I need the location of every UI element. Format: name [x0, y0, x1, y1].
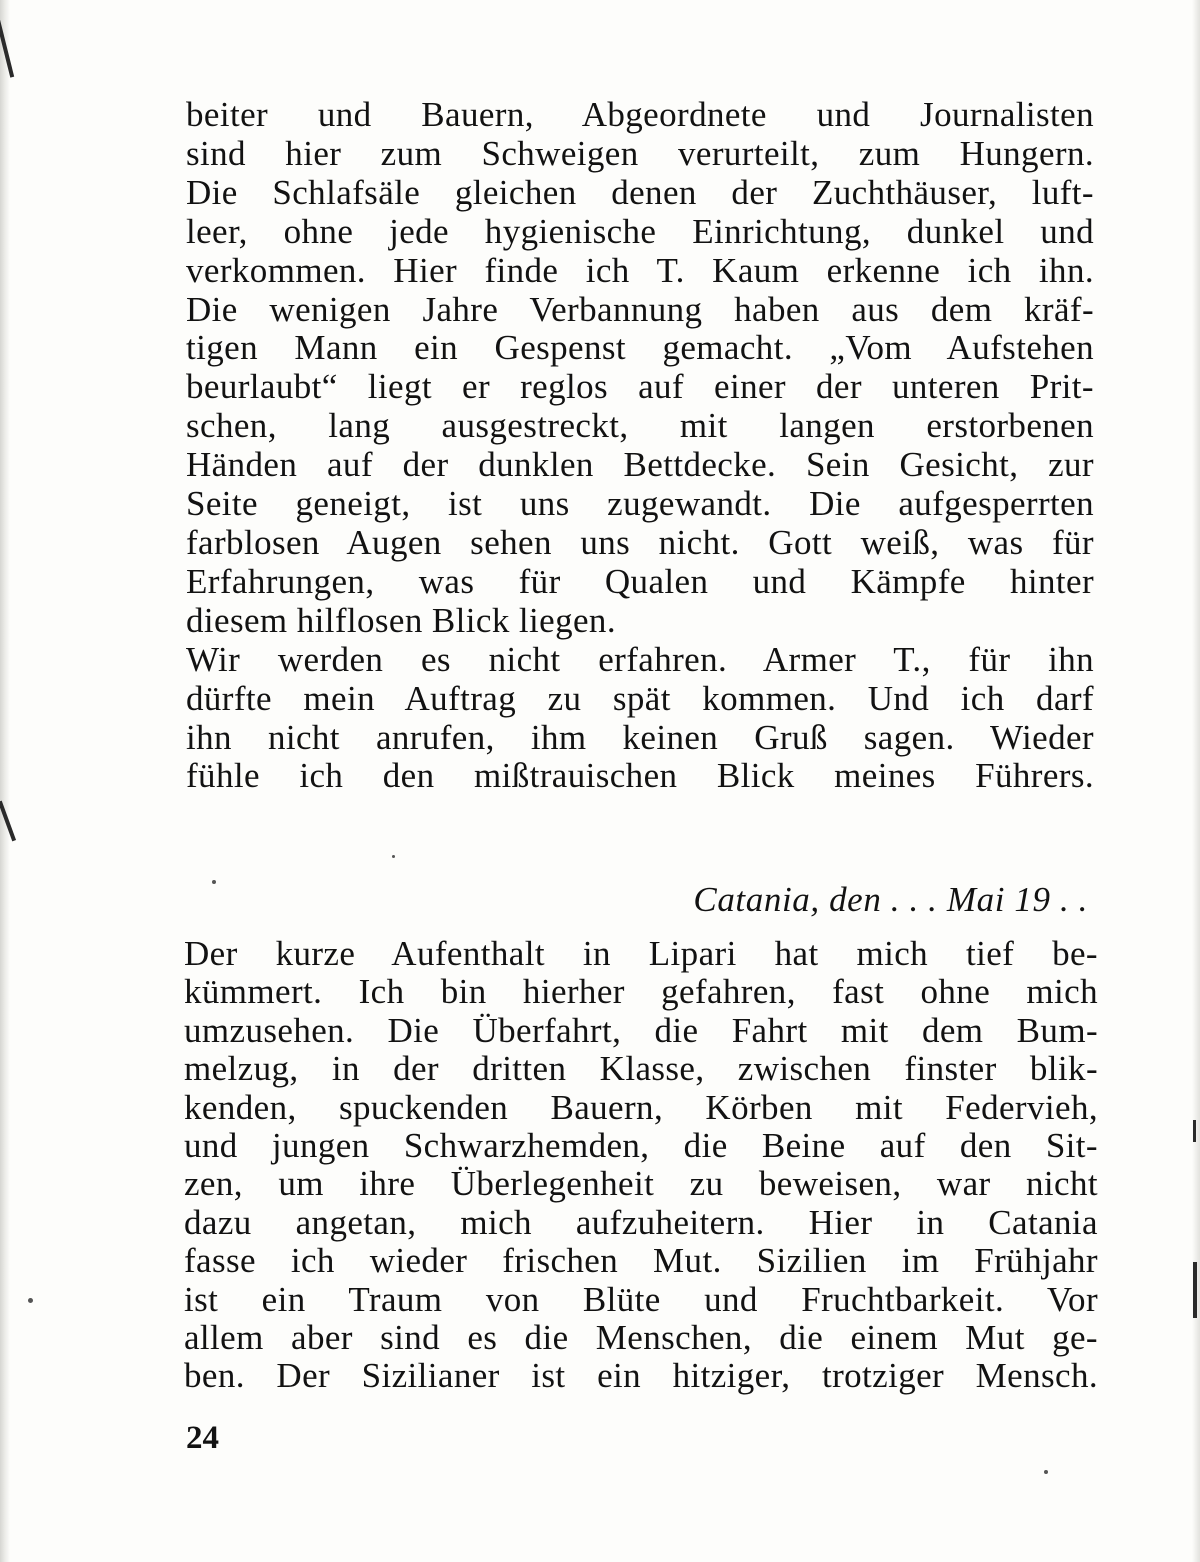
text-line: beurlaubt“ liegt er reglos auf einer der unteren Prit- [186, 367, 1094, 407]
text-line: ben. Der Sizilianer ist ein hitziger, trotziger Mensch. [184, 1356, 1098, 1396]
text-line: kümmert. Ich bin hierher gefahren, fast ohne mich [184, 972, 1098, 1012]
body-text-bottom [184, 935, 1098, 1396]
scan-edge-mark [1193, 1120, 1196, 1142]
text-line: diesem hilflosen Blick liegen. [186, 600, 616, 640]
text-line: dürfte mein Auftrag zu spät kommen. Und ich darf [186, 678, 1094, 718]
text-line: zen, um ihre Überlegenheit zu beweisen, war nicht [184, 1164, 1098, 1204]
text-line: Der kurze Aufenthalt in Lipari hat mich tief be- [184, 934, 1098, 973]
body-text-top [186, 96, 1094, 796]
text-line: tigen Mann ein Gespenst gemacht. „Vom Aufstehen [186, 328, 1094, 368]
text-line: farblosen Augen sehen uns nicht. Gott weiß, was für [186, 522, 1094, 562]
text-line: fühle ich den mißtrauischen Blick meines Führers. [186, 756, 1094, 796]
text-line: sind hier zum Schweigen verurteilt, zum Hungern. [186, 133, 1094, 173]
text-line: kenden, spuckenden Bauern, Körben mit Federvieh, [184, 1087, 1098, 1127]
diary-dateline: Catania, den . . . Mai 19 . . [693, 880, 1088, 919]
text-line: ist ein Traum von Blüte und Fruchtbarkeit. Vor [184, 1279, 1098, 1319]
text-line: Wir werden es nicht erfahren. Armer T., für ihn [186, 639, 1094, 679]
scan-edge-mark [1193, 1262, 1197, 1318]
text-line: schen, lang ausgestreckt, mit langen erstorbenen [186, 406, 1094, 446]
text-line: ihn nicht anrufen, ihm keinen Gruß sagen. Wieder [186, 717, 1094, 757]
dust-speck [1044, 1470, 1048, 1474]
text-line: melzug, in der dritten Klasse, zwischen finster blik- [184, 1049, 1098, 1089]
page-edge-shadow-left [0, 0, 10, 1562]
text-line: Die Schlafsäle gleichen denen der Zuchthäuser, luft- [186, 172, 1094, 212]
text-line: und jungen Schwarzhemden, die Beine auf den Sit- [184, 1126, 1098, 1166]
text-line: dazu angetan, mich aufzuheitern. Hier in Catania [184, 1202, 1098, 1242]
text-line: beiter und Bauern, Abgeordnete und Journalisten [186, 95, 1094, 134]
dust-speck [212, 880, 216, 884]
text-line: umzusehen. Die Überfahrt, die Fahrt mit dem Bum- [184, 1010, 1098, 1050]
dust-speck [392, 855, 395, 858]
text-line: leer, ohne jede hygienische Einrichtung, dunkel und [186, 211, 1094, 251]
dust-speck [28, 1298, 33, 1303]
text-line: Händen auf der dunklen Bettdecke. Sein Gesicht, zur [186, 445, 1094, 485]
text-line: allem aber sind es die Menschen, die einem Mut ge- [184, 1318, 1098, 1358]
text-line: Die wenigen Jahre Verbannung haben aus dem kräf- [186, 289, 1094, 329]
text-line: Seite geneigt, ist uns zugewandt. Die aufgesperrten [186, 484, 1094, 524]
page-number: 24 [186, 1420, 219, 1456]
text-line: Erfahrungen, was für Qualen und Kämpfe hinter [186, 561, 1094, 601]
text-line: verkommen. Hier finde ich T. Kaum erkenne ich ihn. [186, 250, 1094, 290]
text-line: fasse ich wieder frischen Mut. Sizilien im Frühjahr [184, 1241, 1098, 1281]
page-edge-shadow-right [1192, 0, 1200, 1562]
